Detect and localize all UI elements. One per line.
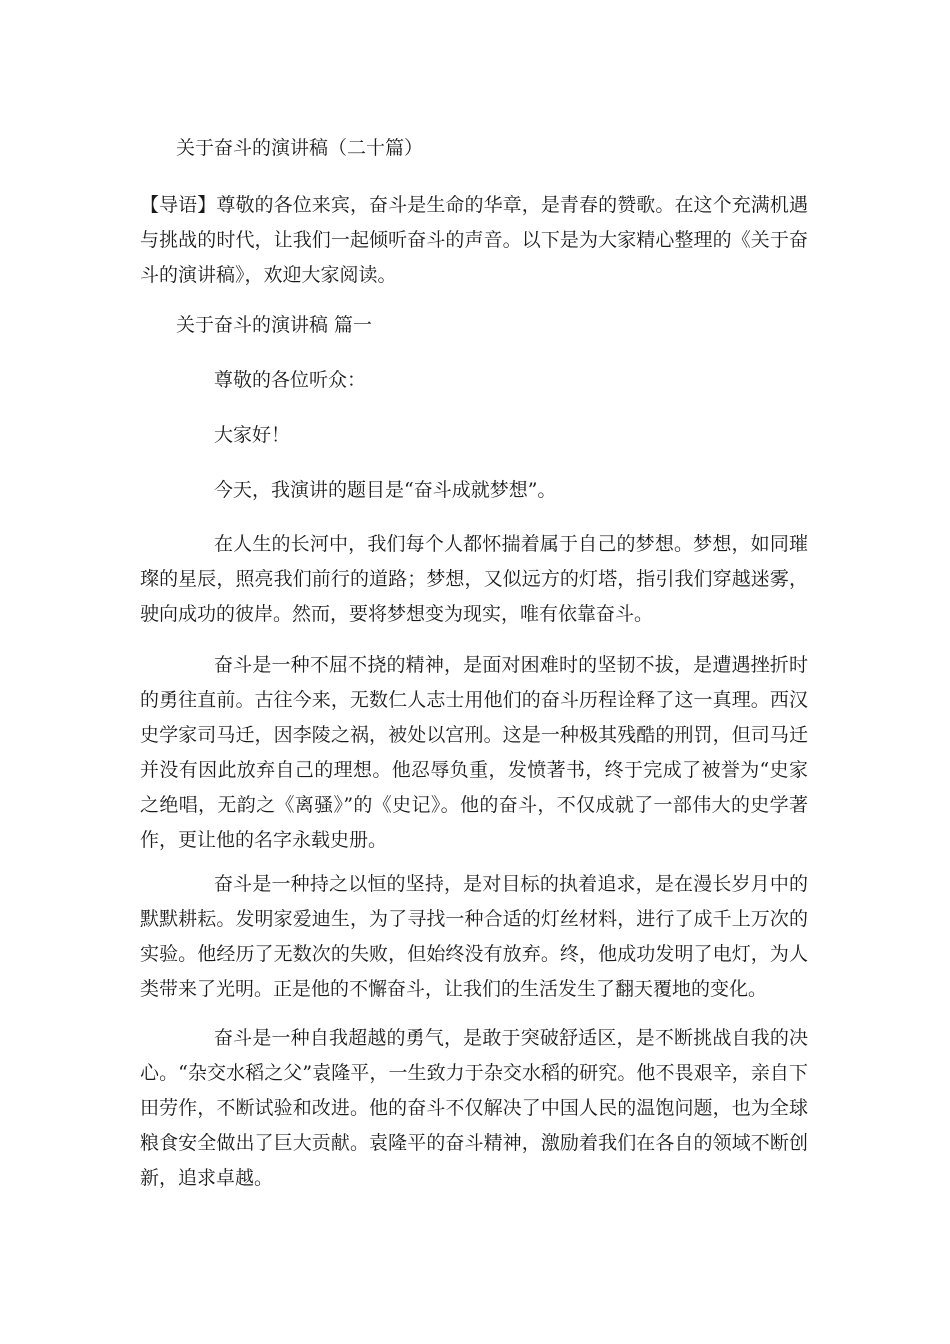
body-paragraph-2: 奋斗是一种不屈不挠的精神，是面对困难时的坚韧不拔，是遭遇挫折时的勇往直前。古往今来，无数仁人志士用他们的奋斗历程诠释了这一真理。西汉史学家司马迁，因李陵之祸，被处以宫刑。这是一种极其残酷的刑罚，但司马迁并没有因此放弃自己的理想。他忍辱负重，发愤著书，终于完成了被誉为“史家之绝唱，无韵之《离骚》”的《史记》。他的奋斗，不仅成就了一部伟大的史学著作，更让他的名字永载史册。: [140, 654, 808, 851]
section-heading: 关于奋斗的演讲稿 篇一: [176, 314, 373, 336]
body-paragraph-4: 奋斗是一种自我超越的勇气，是敢于突破舒适区，是不断挑战自我的决心。“杂交水稻之父”袁隆平，一生致力于杂交水稻的研究。他不畏艰辛，亲自下田劳作，不断试验和改进。他的奋斗不仅解决了中国人民的温饱问题，也为全球粮食安全做出了巨大贡献。袁隆平的奋斗精神，激励着我们在各自的领域不断创新，追求卓越。: [140, 1027, 808, 1189]
body-paragraph-3: 奋斗是一种持之以恒的坚持，是对目标的执着追求，是在漫长岁月中的默默耕耘。发明家爱迪生，为了寻找一种合适的灯丝材料，进行了成千上万次的实验。他经历了无数次的失败，但始终没有放弃。终，他成功发明了电灯，为人类带来了光明。正是他的不懈奋斗，让我们的生活发生了翻天覆地的变化。: [140, 873, 808, 1000]
speech-topic: 今天，我演讲的题目是“奋斗成就梦想”。: [214, 479, 557, 501]
intro-paragraph: 【导语】尊敬的各位来宾，奋斗是生命的华章，是青春的赞歌。在这个充满机遇与挑战的时代，让我们一起倾听奋斗的声音。以下是为大家精心整理的《关于奋斗的演讲稿》，欢迎大家阅读。: [140, 194, 808, 286]
document-title: 关于奋斗的演讲稿（二十篇）: [176, 137, 424, 159]
body-paragraph-1: 在人生的长河中，我们每个人都怀揣着属于自己的梦想。梦想，如同璀璨的星辰，照亮我们前行的道路；梦想，又似远方的灯塔，指引我们穿越迷雾，驶向成功的彼岸。然而，要将梦想变为现实，唯有依靠奋斗。: [140, 533, 808, 625]
salutation: 尊敬的各位听众：: [214, 369, 367, 391]
greeting: 大家好！: [214, 424, 291, 446]
